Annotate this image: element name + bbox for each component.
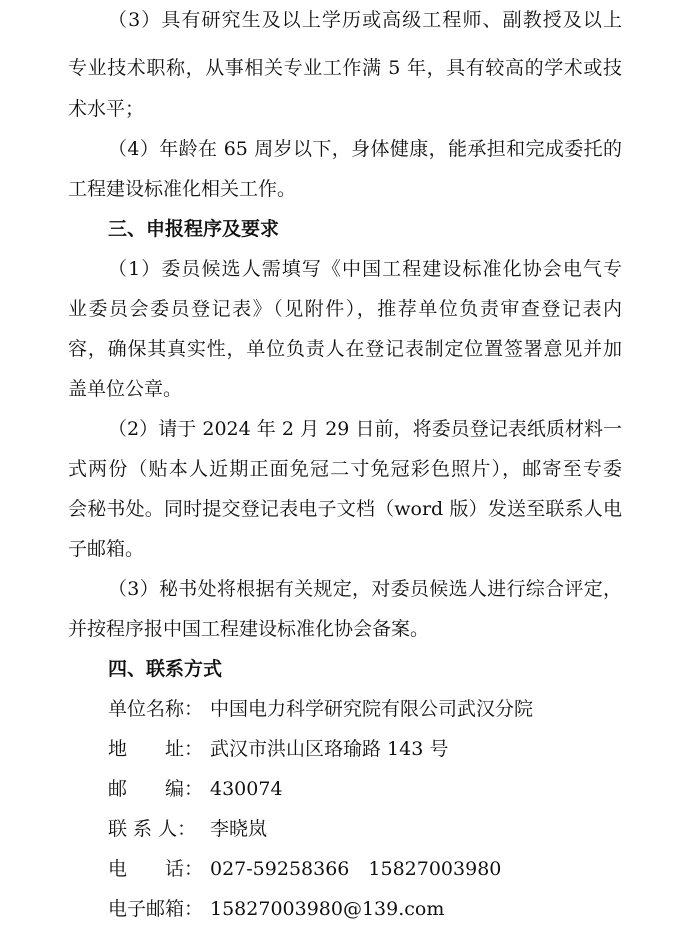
contact-row xyxy=(0,811,687,847)
p3-line1-row xyxy=(0,2,687,38)
s3-item1-line2-row xyxy=(0,291,687,327)
p4-line1-row xyxy=(0,131,687,167)
contact-label: 单位名称： xyxy=(108,698,204,720)
s3-item1-line2: 业委员会委员登记表》（见附件），推荐单位负责审查登记表内 xyxy=(68,298,622,320)
contact-value: 中国电力科学研究院有限公司武汉分院 xyxy=(210,698,534,720)
s3-item3-line2-row xyxy=(0,611,687,647)
p3-line3: 术水平； xyxy=(68,98,145,120)
s3-item2-line1: （2）请于 2024 年 2 月 29 日前，将委员登记表纸质材料一 xyxy=(108,418,622,440)
contact-row xyxy=(0,731,687,767)
s3-item1-line3-row xyxy=(0,331,687,367)
p4-line2: 工程建设标准化相关工作。 xyxy=(68,178,297,200)
p3-line1: （3）具有研究生及以上学历或高级工程师、副教授及以上 xyxy=(108,9,622,31)
contact-value: 027-59258366 15827003980 xyxy=(210,858,502,880)
contact-label: 电 话： xyxy=(108,858,204,880)
s3-item2-line3: 会秘书处。同时提交登记表电子文档（word 版）发送至联系人电 xyxy=(68,498,622,520)
s3-item1-line3: 容，确保其真实性，单位负责人在登记表制定位置签署意见并加 xyxy=(68,338,622,360)
s3-item2-line2: 式两份（贴本人近期正面免冠二寸免冠彩色照片），邮寄至专委 xyxy=(68,458,622,480)
contact-value: 李晓岚 xyxy=(210,818,268,840)
contact-value: 15827003980@139.com xyxy=(210,898,445,920)
contact-row xyxy=(0,851,687,887)
p3-line2-row xyxy=(0,50,687,86)
s3-item1-line4: 盖单位公章。 xyxy=(68,378,183,400)
contact-label: 邮 编： xyxy=(108,778,204,800)
contact-label: 地 址： xyxy=(108,738,204,760)
contact-value: 武汉市洪山区珞瑜路 143 号 xyxy=(210,738,449,760)
s3-item3-line1-row xyxy=(0,571,687,607)
contact-row xyxy=(0,691,687,727)
contact-row xyxy=(0,891,687,927)
s3-item1-line1-row xyxy=(0,251,687,287)
contact-label: 电子邮箱： xyxy=(108,898,204,920)
s3-item1-line1: （1）委员候选人需填写《中国工程建设标准化协会电气专 xyxy=(108,258,622,280)
section3-heading: 三、申报程序及要求 xyxy=(108,218,280,240)
p3-line2: 专业技术职称，从事相关专业工作满 5 年，具有较高的学术或技 xyxy=(68,57,622,79)
p4-line2-row xyxy=(0,171,687,207)
contact-label: 联 系 人： xyxy=(108,818,197,840)
s3-item2-line4-row xyxy=(0,531,687,567)
contact-row xyxy=(0,771,687,807)
s3-item2-line2-row xyxy=(0,451,687,487)
contact-value: 430074 xyxy=(210,778,283,800)
s3-item2-line4: 子邮箱。 xyxy=(68,538,145,560)
section4-heading: 四、联系方式 xyxy=(108,658,223,680)
s3-item3-line1: （3）秘书处将根据有关规定，对委员候选人进行综合评定， xyxy=(108,578,622,600)
p3-line3-row xyxy=(0,91,687,127)
p4-line1: （4）年龄在 65 周岁以下，身体健康，能承担和完成委托的 xyxy=(108,138,622,160)
s3-item2-line1-row xyxy=(0,411,687,447)
s3-item1-line4-row xyxy=(0,371,687,407)
section4-heading-row xyxy=(0,651,687,687)
s3-item2-line3-row xyxy=(0,491,687,527)
section3-heading-row xyxy=(0,211,687,247)
s3-item3-line2: 并按程序报中国工程建设标准化协会备案。 xyxy=(68,618,430,640)
